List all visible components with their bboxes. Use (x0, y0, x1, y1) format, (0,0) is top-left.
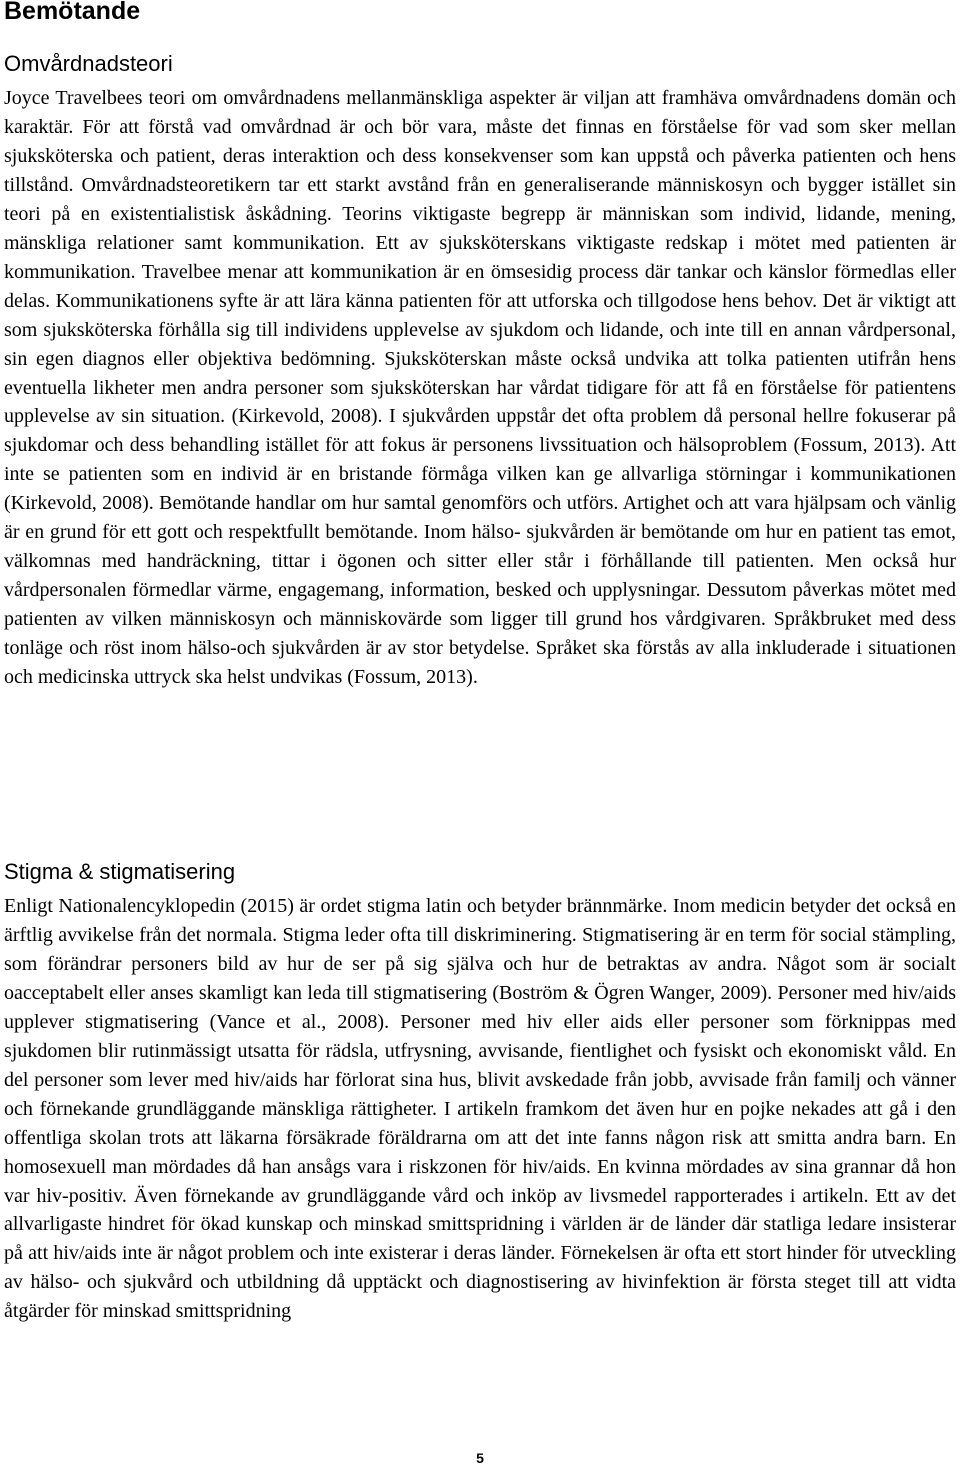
section-body-stigma: Enligt Nationalencyklopedin (2015) är ordet stigma latin och betyder brännmärke. Inom medicin betyder det också en ärftlig avvikelse från det normala. Stigma leder ofta till diskriminering. Stigmatisering är en term för social stämpling, som förändrar personers bild av hur de ser på sig själva och hur de betraktas av andra. Något som är socialt oacceptabelt eller anses skamligt kan leda till stigmatisering (Boström & Ögren Wanger, 2009). Personer med hiv/aids upplever stigmatisering (Vance et al., 2008). Personer med hiv eller aids eller personer som förknippas med sjukdomen blir rutinmässigt utsatta för rädsla, utfrysning, avvisande, fientlighet och fysiskt och ekonomiskt våld. En del personer som lever med hiv/aids har förlorat sina hus, blivit avskedade från jobb, avvisade från familj och vänner och förnekande grundläggande mänskliga rättigheter. I artikeln framkom det även hur en pojke nekades att gå i den offentliga skolan trots att läkarna försäkrade föräldrarna om att det inte fanns någon risk att smitta andra barn. En homosexuell man mördades då han ansågs vara i riskzonen för hiv/aids. En kvinna mördades av sina grannar då hon var hiv-positiv. Även förnekande av grundläggande vård och inköp av livsmedel rapporterades i artikeln. Ett av det allvarligaste hindret för ökad kunskap och minskad smittspridning i världen är de länder där statliga ledare insisterar på att hiv/aids inte är något problem och inte existerar i deras länder. Förnekelsen är ofta ett stort hinder för utveckling av hälso- och sjukvård och utbildning då upptäckt och diagnostisering av hivinfektion är första steget till att vidta åtgärder för minskad smittspridning (4, 895, 956, 1323)
section-heading-omvardnadsteori: Omvårdnadsteori (4, 51, 173, 76)
section-body-omvardnadsteori: Joyce Travelbees teori om omvårdnadens mellanmänskliga aspekter är viljan att framhäva omvårdnadens domän och karaktär. För att förstå vad omvårdnad är och bör vara, måste det finnas en förståelse för vad som sker mellan sjuksköterska och patient, deras interaktion och dess konsekvenser som kan uppstå och påverka patienten och hens tillstånd. Omvårdnadsteoretikern tar ett starkt avstånd från en generaliserande människosyn och bygger istället sin teori på en existentialistisk åskådning. Teorins viktigaste begrepp är människan som individ, lidande, mening, mänskliga relationer samt kommunikation. Ett av sjuksköterskans viktigaste redskap i mötet med patienten är kommunikation. Travelbee menar att kommunikation är en ömsesidig process där tankar och känslor förmedlas eller delas. Kommunikationens syfte är att lära känna patienten för att utforska och tillgodose hens behov. Det är viktigt att som sjuksköterska förhålla sig till individens upplevelse av sjukdom och lidande, och inte till en annan vårdpersonal, sin egen diagnos eller objektiva bedömning. Sjuksköterskan måste också undvika att tolka patienten utifrån hens eventuella likheter men andra personer som sjuksköterskan har vårdat tidigare för att få en förståelse för patientens upplevelse av sin situation. (Kirkevold, 2008). I sjukvården uppstår det ofta problem då personal hellre fokuserar på sjukdomar och dess behandling istället för att fokus är personens livssituation och hälsoproblem (Fossum, 2013). Att inte se patienten som en individ är en bristande förmåga vilken kan ge allvarliga störningar i kommunikationen (Kirkevold, 2008). Bemötande handlar om hur samtal genomförs och utförs. Artighet och att vara hjälpsam och vänlig är en grund för ett gott och respektfullt bemötande. Inom hälso- sjukvården är bemötande om hur en patient tas emot, välkomnas med handräckning, tittar i ögonen och sitter eller står i förhållande till patienten. Men också hur vårdpersonalen förmedlar värme, engagemang, information, besked och upplysningar. Dessutom påverkas mötet med patienten av vilken människosyn och människovärde som ligger till grund hos vårdgivaren. Språkbruket med dess tonläge och röst inom hälso-och sjukvården är av stor betydelse. Språket ska förstås av alla inkluderade i situationen och medicinska uttryck ska helst undvikas (Fossum, 2013). (4, 87, 956, 689)
page-title: Bemötande (4, 0, 141, 25)
section-heading-stigma: Stigma & stigmatisering (4, 859, 236, 884)
page-number: 5 (476, 1450, 484, 1466)
